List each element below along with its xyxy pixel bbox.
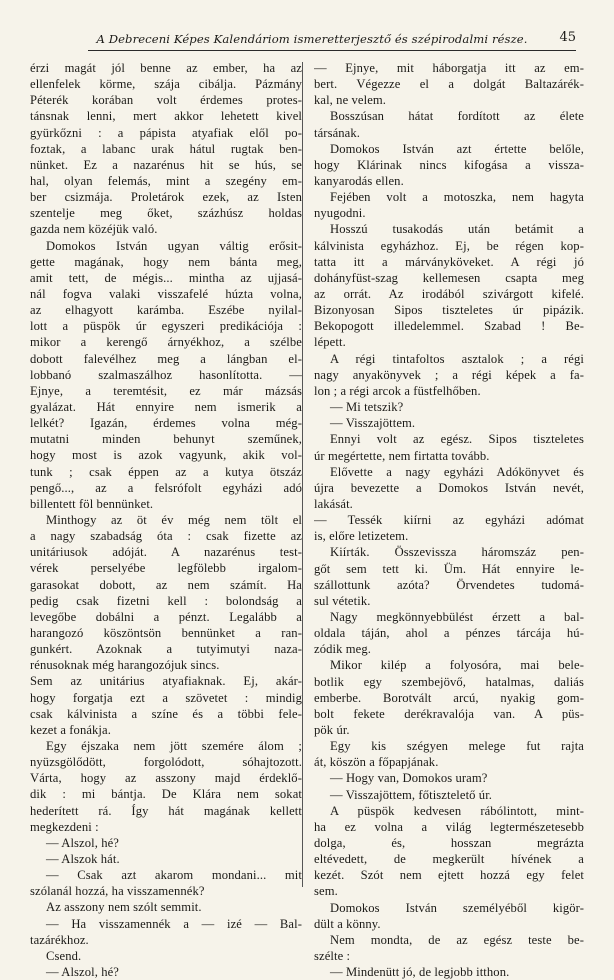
text-line: megkezdeni :	[30, 819, 99, 834]
text-line: Domokos István azt értette belőle,	[330, 141, 584, 156]
text-line: lelkét? Igazán, érdemes volna még-	[30, 416, 302, 431]
text-line: nál fogva valaki visszafelé húzta volna,	[30, 286, 302, 301]
column-divider	[302, 62, 303, 887]
text-line: — Alszok hát.	[46, 851, 120, 866]
text-line: ber csizmája. Proletárok ezek, az Isten	[30, 190, 302, 205]
text-line: kal, ne velem.	[314, 93, 387, 108]
text-line: zódik meg.	[314, 642, 371, 657]
text-line: dohányfüst-szag kellemesen csapta meg	[314, 270, 584, 285]
text-line: Domokos István személyéből kigör-	[330, 900, 584, 915]
text-line: Sem az unitárius atyafiaknak. Ej, akár-	[30, 674, 302, 689]
text-line: — Visszajöttem.	[330, 416, 416, 431]
text-line: garasokat dobott, az nem számít. Ha	[30, 577, 302, 592]
text-line: mikor a kerengő árnyékhoz, a szélbe	[30, 335, 302, 350]
text-line: billentett föl bennünket.	[30, 496, 154, 511]
text-line: tazárékhoz.	[30, 932, 89, 947]
text-line: gunkért. Azoknak a tutyimutyi naza-	[30, 642, 302, 657]
text-line: dült a könny.	[314, 916, 381, 931]
text-line: kálvinista egyházhoz. Ej, be régen kop-	[314, 238, 584, 253]
text-line: bolt fekete derékravalója van. A püs-	[314, 706, 584, 721]
text-line: Péterék korában volt érdemes protes-	[30, 93, 302, 108]
text-line: dolga, és, hosszan megrázta	[314, 836, 584, 851]
text-line: hederített rá. Így hát magának kellett	[30, 803, 302, 818]
text-line: rénusoknak még harangozójuk sincs.	[30, 658, 220, 673]
text-line: dobott falevélhez meg a lángban el-	[30, 351, 302, 366]
text-line: Elővette a nagy egyházi Adókönyvet és	[330, 464, 584, 479]
text-line: — Alszol, hé?	[46, 835, 120, 850]
text-line: hogy forgatja ezt a szövetet : mindig	[30, 690, 302, 705]
text-line: — Hogy van, Domokos uram?	[330, 771, 488, 786]
text-line: Domokos István ugyan váltig erősit-	[46, 238, 302, 253]
text-line: tunk ; csak éppen az a kutya ötszáz	[30, 464, 302, 479]
text-line: foztak, a labanc urak hátul rugtak ben-	[30, 141, 302, 156]
text-line: Egy éjszaka nem jött szemére álom ;	[46, 738, 302, 753]
text-line: szólanál hozzá, ha visszamennék?	[30, 884, 205, 899]
text-line: lépett.	[314, 335, 346, 350]
text-line: Fejében volt a motoszka, nem hagyta	[330, 190, 584, 205]
text-line: az elhagyott karámba. Eszébe nyilal-	[30, 303, 302, 318]
text-line: át, köszön a főpapjának.	[314, 755, 439, 770]
text-line: Ennyi volt az egész. Sipos tiszteletes	[330, 432, 584, 447]
text-line: újra bevezette a Domokos István nevét,	[314, 480, 584, 495]
text-line: Mikor kilép a folyosóra, mai bele-	[330, 658, 584, 673]
page-number: 45	[559, 30, 576, 45]
text-line: lott a püspök úr egyszeri predikációja :	[30, 319, 302, 334]
text-line: a nagy szabadság óta : csak fizette az	[30, 529, 302, 544]
text-line: A püspök kedvesen rábólintott, mint-	[330, 803, 584, 818]
text-line: vérek perselyébe legfölebb irgalom-	[30, 561, 302, 576]
text-line: Egy kis szégyen melege fut rajta	[330, 739, 584, 754]
text-line: Kiírták. Összevissza háromszáz pen-	[330, 545, 584, 560]
text-line: pök úr.	[314, 722, 350, 737]
text-line: pengő..., az a felsrófolt egyházi adó	[30, 480, 302, 495]
text-line: gőt sem tett ki. Üm. Hát ennyire le-	[314, 561, 584, 576]
text-line: nünket. Ez a nazarénus hit se hús, se	[30, 157, 302, 172]
text-line: harangozó köszöntsön bennünket a ran-	[30, 625, 302, 640]
text-line: amit tett, de mégis... mintha az ujjasá-	[30, 270, 302, 285]
text-line: — Visszajöttem, főtisztelető úr.	[330, 787, 493, 802]
text-line: lobbanó szalmaszálhoz hasonlította. —	[30, 367, 302, 382]
text-line: az orrát. Az irodából szivárgott kifelé.	[314, 287, 584, 302]
text-line: gyalázat. Hát ennyire nem ismerik a	[30, 399, 302, 414]
text-line: gyürkőzni : a pápista atyafiak elől po-	[30, 125, 302, 140]
text-line: is, előre letizetem.	[314, 529, 409, 544]
text-line: ha ez volna a világ legtermészetesebb	[314, 819, 584, 834]
text-line: úr megértette, nem firtatta tovább.	[314, 448, 490, 463]
text-line: Nagy megkönnyebbülést érzett a bal-	[330, 609, 584, 624]
text-line: nagy anyakönyvek ; a régi képek a fa-	[314, 367, 584, 382]
text-line: — Alszol, hé?	[46, 965, 120, 980]
header-title: A Debreceni Képes Kalendáriom ismeretterjesztő és szépirodalmi része.	[96, 32, 528, 46]
text-line: tánsnak lenni, mert akkor lehetett kivel	[30, 109, 302, 124]
text-line: nyüzsgölődött, forgolódott, sóhajtozott.	[30, 755, 302, 770]
text-line: Várta, hogy az asszony majd érdeklő-	[30, 771, 302, 786]
text-line: kezét. Szót nem ejtett hozzá egy felet	[314, 868, 584, 883]
text-line: — Csak azt akarom mondani... mit	[46, 868, 302, 883]
text-line: levegőbe dobálni a pénzt. Legalább a	[30, 609, 302, 624]
text-column-right	[314, 60, 584, 980]
text-line: — Tessék kiírni az egyházi adómat	[314, 513, 584, 528]
text-line: lakását.	[314, 496, 353, 511]
text-line: gazda nem közéjük való.	[30, 222, 158, 237]
text-line: dik : mi bántja. De Klára nem sokat	[30, 787, 302, 802]
text-line: oldala táján, ahol a pénzes tárcája hú-	[314, 626, 584, 641]
text-line: bert. Végezze el a dolgát Baltazárék-	[314, 77, 584, 92]
text-line: lon ; a régi arcok a füstfelhőben.	[314, 383, 481, 398]
text-line: — Ha visszamennék a — izé — Bal-	[46, 916, 302, 931]
text-line: sem.	[314, 884, 338, 899]
text-line: gette magának, hogy nem bánta meg,	[30, 254, 302, 269]
text-line: szállottunk azóta? Örvendetes tudomá-	[314, 577, 584, 592]
text-line: Bekopogott illedelemmel. Szabad ! Be-	[314, 319, 584, 334]
text-line: A régi tintafoltos asztalok ; a régi	[330, 351, 584, 366]
text-line: szentelje meg őket, százhúsz holdas	[30, 206, 302, 221]
text-line: ellenfelek körme, szája cibálja. Pázmány	[30, 77, 302, 92]
text-line: pedig csak fizetni kell : bolondság a	[30, 593, 302, 608]
text-line: tatta itt a márványköveket. A régi jó	[314, 254, 584, 269]
text-line: csak kálvinista a színe és a többi fele-	[30, 706, 302, 721]
text-line: kanyarodás ellen.	[314, 174, 404, 189]
text-line: Ejnye, a teremtésit, ez már mázsás	[30, 383, 302, 398]
text-line: érzi magát jól benne az ember, ha az	[30, 61, 302, 75]
text-line: Hosszú tusakodás után betámit a	[330, 222, 584, 237]
text-line: botlik egy szembejövő, hatalmas, daliás	[314, 674, 584, 689]
text-line: hogy Klárinak nincs kifogása a vissza-	[314, 157, 584, 172]
text-line: szélte :	[314, 949, 351, 964]
text-line: mutatni minden behunyt szeműnek,	[30, 432, 302, 447]
text-line: társának.	[314, 125, 361, 140]
text-line: sul vétetik.	[314, 593, 371, 608]
text-line: emberbe. Borotvált arcú, nyakig gom-	[314, 690, 584, 705]
running-header	[88, 28, 576, 51]
text-line: kezet a fonákja.	[30, 722, 111, 737]
text-line: unitáriusok adóját. A nazarénus test-	[30, 545, 302, 560]
text-line: — Mindenütt jó, de legjobb itthon.	[330, 965, 510, 980]
text-line: Nem mondta, de az egész teste be-	[330, 932, 584, 947]
text-line: — Ejnye, mit háborgatja itt az em-	[314, 61, 584, 75]
text-line: — Mi tetszik?	[330, 400, 404, 415]
text-column-left	[30, 60, 302, 980]
text-line: hal, olyan felemás, mint a szegény em-	[30, 173, 302, 188]
text-line: hogy most is azok vagyunk, akik vol-	[30, 448, 302, 463]
text-line: Az asszony nem szólt semmit.	[46, 900, 202, 915]
text-line: Bosszúsan hátat fordított az élete	[330, 109, 584, 124]
text-line: Bizonyosan Sipos tiszteletes úr pipázik.	[314, 303, 584, 318]
text-line: Minthogy az öt év még nem tölt el	[46, 512, 302, 527]
text-line: Csend.	[46, 948, 82, 963]
text-line: eltévedett, de megkerült hívének a	[314, 852, 584, 867]
text-line: nyugodni.	[314, 206, 366, 221]
